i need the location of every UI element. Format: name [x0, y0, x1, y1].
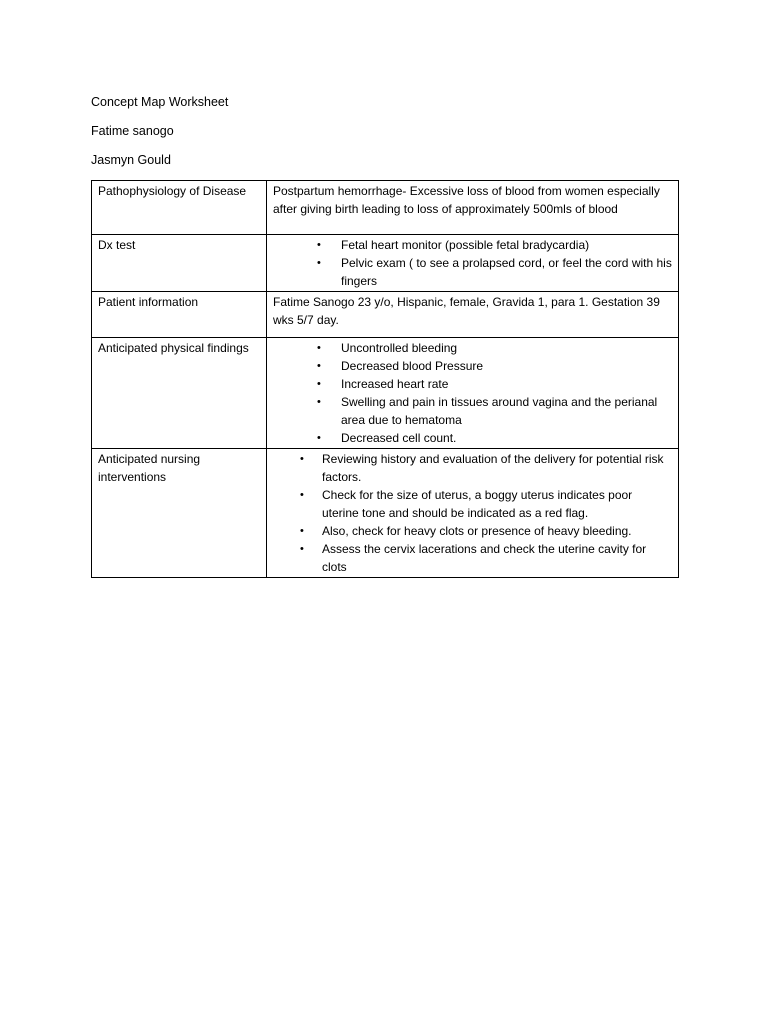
- list-item-text: Assess the cervix lacerations and check the uterine cavity for clots: [322, 542, 647, 574]
- row-label: Anticipated nursing interventions: [92, 449, 267, 578]
- list-item: [273, 486, 672, 522]
- bullet-icon: •: [317, 342, 321, 354]
- document-title: Concept Map Worksheet: [91, 95, 229, 109]
- list-item: [273, 429, 672, 447]
- bullet-list: [273, 339, 672, 447]
- list-item: [273, 375, 672, 393]
- list-item: [273, 540, 672, 576]
- row-content: [267, 235, 679, 292]
- list-item: [273, 393, 672, 429]
- bullet-icon: •: [317, 360, 321, 372]
- table-row: [92, 338, 679, 449]
- list-item-text: Uncontrolled bleeding: [341, 341, 458, 355]
- bullet-icon: •: [300, 453, 304, 465]
- table-row: [92, 449, 679, 578]
- list-item-text: Swelling and pain in tissues around vagina and the perianal area due to hematoma: [341, 395, 658, 427]
- list-item-text: Also, check for heavy clots or presence of heavy bleeding.: [322, 524, 632, 538]
- list-item-text: Reviewing history and evaluation of the delivery for potential risk factors.: [322, 452, 664, 484]
- author-name: Jasmyn Gould: [91, 153, 171, 167]
- bullet-icon: •: [317, 432, 321, 444]
- bullet-list: [273, 450, 672, 576]
- bullet-icon: •: [300, 525, 304, 537]
- row-label: Patient information: [92, 292, 267, 338]
- row-content: Postpartum hemorrhage- Excessive loss of blood from women especially after giving birth leading to loss of approximately 500mls of blood: [267, 181, 679, 235]
- list-item-text: Check for the size of uterus, a boggy uterus indicates poor uterine tone and should be indicated as a red flag.: [322, 488, 633, 520]
- row-content: Fatime Sanogo 23 y/o, Hispanic, female, Gravida 1, para 1. Gestation 39 wks 5/7 day.: [267, 292, 679, 338]
- row-content: [267, 338, 679, 449]
- list-item: [273, 450, 672, 486]
- bullet-icon: •: [300, 543, 304, 555]
- table-row: [92, 181, 679, 235]
- list-item: [273, 236, 672, 254]
- table-row: [92, 235, 679, 292]
- bullet-icon: •: [317, 257, 321, 269]
- list-item-text: Decreased blood Pressure: [341, 359, 484, 373]
- bullet-icon: •: [317, 378, 321, 390]
- row-label: Dx test: [92, 235, 267, 292]
- author-name: Fatime sanogo: [91, 124, 174, 138]
- bullet-icon: •: [317, 239, 321, 251]
- concept-map-table: [91, 180, 679, 578]
- list-item: [273, 357, 672, 375]
- row-label: Anticipated physical findings: [92, 338, 267, 449]
- table-row: [92, 292, 679, 338]
- row-content: [267, 449, 679, 578]
- bullet-icon: •: [317, 396, 321, 408]
- bullet-icon: •: [300, 489, 304, 501]
- list-item-text: Fetal heart monitor (possible fetal bradycardia): [341, 238, 590, 252]
- row-label: Pathophysiology of Disease: [92, 181, 267, 235]
- bullet-list: [273, 236, 672, 290]
- list-item: [273, 339, 672, 357]
- list-item-text: Pelvic exam ( to see a prolapsed cord, or feel the cord with his fingers: [341, 256, 672, 288]
- list-item: [273, 254, 672, 290]
- list-item-text: Increased heart rate: [341, 377, 449, 391]
- list-item-text: Decreased cell count.: [341, 431, 457, 445]
- list-item: [273, 522, 672, 540]
